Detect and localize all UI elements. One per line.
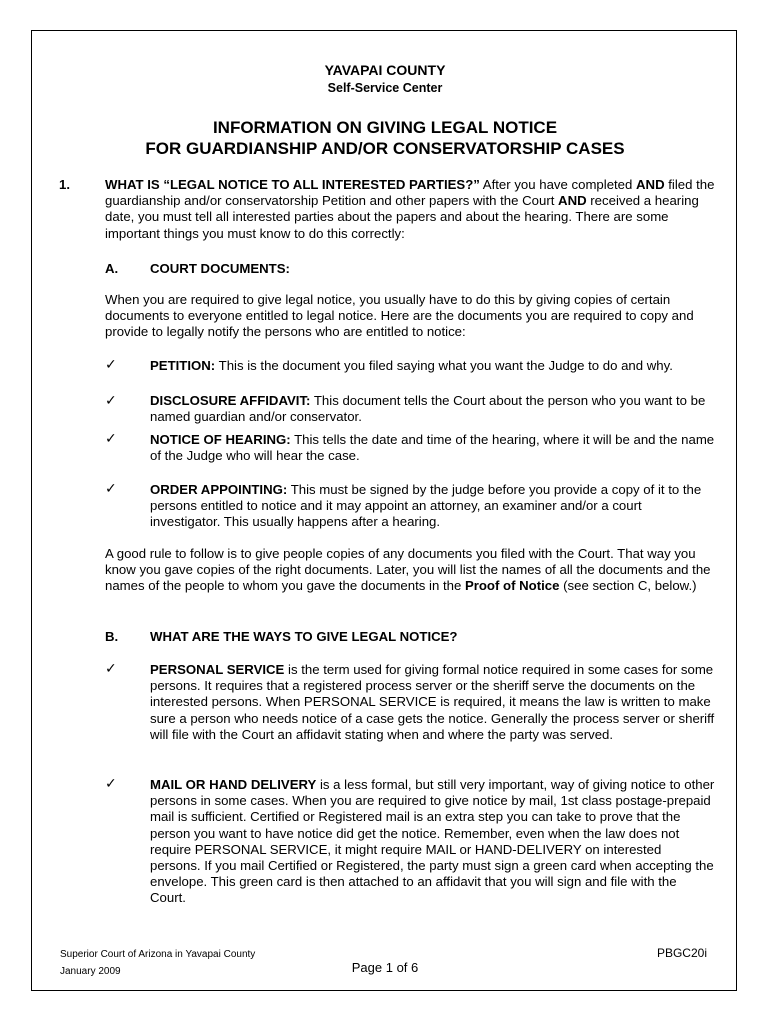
part-b-letter: B. [105,629,119,644]
checkmark-icon: ✓ [105,430,117,446]
part-a-title: COURT DOCUMENTS: [150,261,290,276]
center-name: Self-Service Center [327,81,443,95]
page-number: Page 1 of 6 [351,960,419,975]
section-number: 1. [59,177,70,192]
checkmark-icon: ✓ [105,356,117,372]
county-name: YAVAPAI COUNTY [324,62,446,78]
document-title [0,117,770,159]
doc-item-notice-of-hearing: NOTICE OF HEARING: This tells the date and time of the hearing, where it will be and the name of the Judge who will hear the case. [150,432,715,464]
notice-method-personal-service: PERSONAL SERVICE is the term used for giving formal notice required in some cases for some persons. It requires that a registered process server or the sheriff serve the documents on the interested persons. When PERSONAL SERVICE is required, it means the law is written to make sure a person who needs notice of a case gets the notice. Generally the process server or sheriff will file with the Court an affidavit stating when and where the party was served. [150,662,715,742]
checkmark-icon: ✓ [105,392,117,408]
section-1-intro: WHAT IS “LEGAL NOTICE TO ALL INTERESTED PARTIES?” After you have completed AND filed the guardianship and/or conservatorship Petition and other papers with the Court AND received a hearing date, you must tell all interested parties about the papers and about the hearing. There are some important things you must know to do this correctly: [105,177,715,241]
form-code: PBGC20i [656,946,707,960]
checkmark-icon: ✓ [105,775,117,791]
section-1-heading: WHAT IS “LEGAL NOTICE TO ALL INTERESTED PARTIES?” [105,177,480,192]
checkmark-icon: ✓ [105,480,117,496]
part-b-title: WHAT ARE THE WAYS TO GIVE LEGAL NOTICE? [150,629,458,644]
title-line-2: FOR GUARDIANSHIP AND/OR CONSERVATORSHIP CASES [145,139,625,158]
notice-method-mail-hand-delivery: MAIL OR HAND DELIVERY is a less formal, but still very important, way of giving notice to other persons in some cases. When you are required to give notice by mail, 1st class postage-prepaid mail is sufficient. Certified or Registered mail is an extra step you can take to prove that the person you want to have notice did get the notice. Remember, even when the law does not require PERSONAL SERVICE, it might require MAIL or HAND-DELIVERY on interested persons. If you mail Certified or Registered, the party must sign a green card when accepting the envelope. This green card is then attached to an affidavit that you will sign and file with the Court. [150,777,715,906]
doc-item-disclosure-affidavit: DISCLOSURE AFFIDAVIT: This document tells the Court about the person who you want to be named guardian and/or conservator. [150,393,706,425]
footer-court-name: Superior Court of Arizona in Yavapai County [60,949,256,960]
good-rule-paragraph: A good rule to follow is to give people copies of any documents you filed with the Court. That way you know you gave copies of the right documents. Later, you will list the names of all the documents and the names of the people to whom you gave the documents in the Proof of Notice (see section C, below.) [105,546,711,594]
checkmark-icon: ✓ [105,660,117,676]
doc-item-petition: PETITION: This is the document you filed saying what you want the Judge to do and why. [150,358,673,373]
footer-date: January 2009 [60,966,121,977]
doc-item-order-appointing: ORDER APPOINTING: This must be signed by the judge before you provide a copy of it to the persons entitled to notice and it may appoint an attorney, an examiner and/or a court investigator. This usually happens after a hearing. [150,482,702,530]
part-a-intro: When you are required to give legal notice, you usually have to do this by giving copies of certain documents to everyone entitled to legal notice. Here are the documents you are required to copy and provide to legally notify the persons who are entitled to notice: [105,292,694,340]
title-line-1: INFORMATION ON GIVING LEGAL NOTICE [212,118,558,137]
part-a-letter: A. [105,261,119,276]
